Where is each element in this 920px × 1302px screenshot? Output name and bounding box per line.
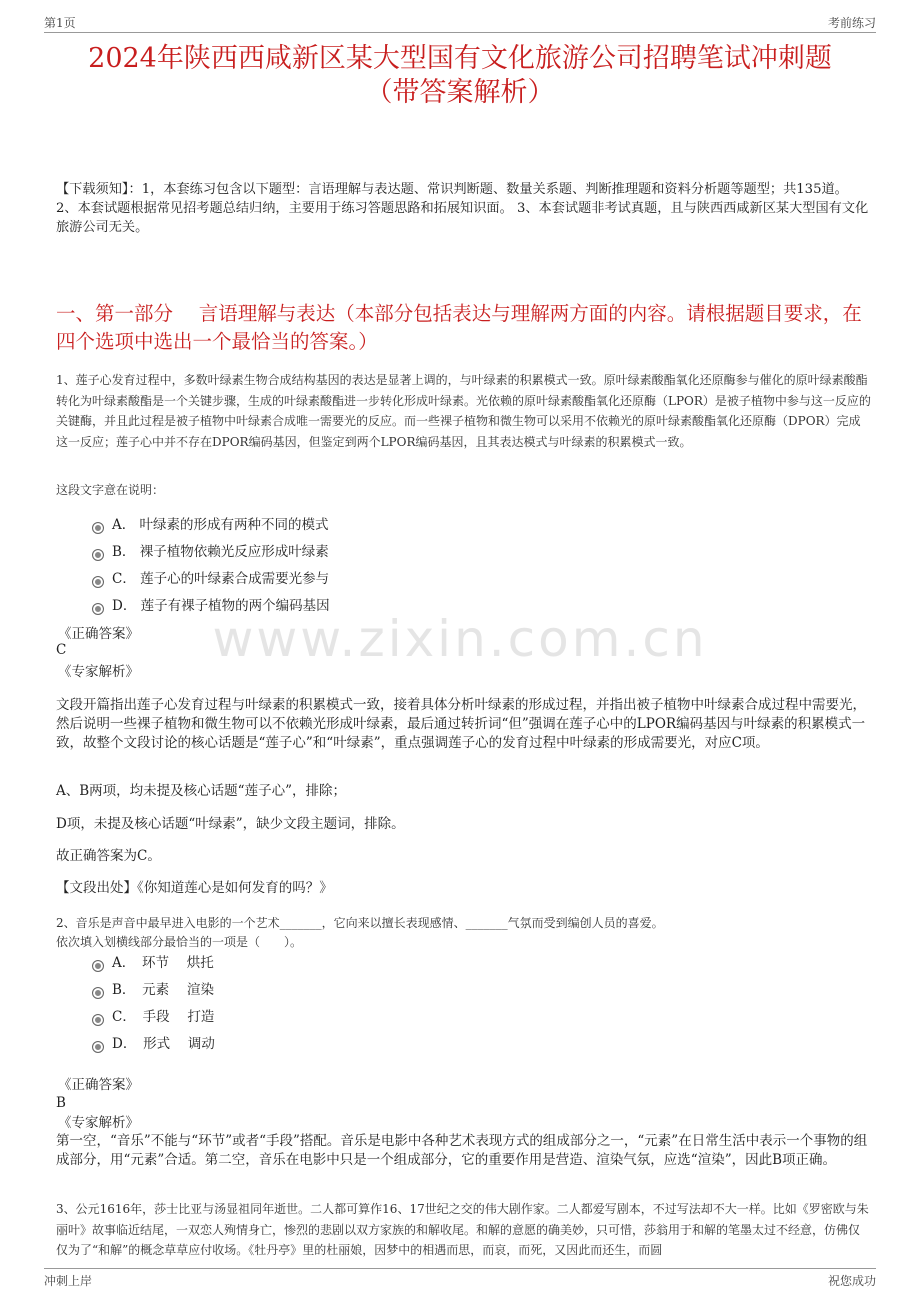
analysis-text-3: D项，未提及核心话题“叶绿素”，缺少文段主题词，排除。 — [56, 816, 405, 832]
analysis-label: 《专家解析》 — [58, 1115, 139, 1131]
question-1-stem: 1、莲子心发育过程中，多数叶绿素生物合成结构基因的表达是显著上调的，与叶绿素的积累模式一致。原叶绿素酸酯氧化还原酶参与催化的原叶绿素酸酯转化为叶绿素酸酯是一个关键步骤，生成的叶绿素酸酯进一步转化形成叶绿素。光依赖的原叶绿素酸酯氧化还原酶（LPOR）是被子植物中参与这一反应的关键酶，并且此过程是被子植物中叶绿素合成唯一需要光的反应。而一些裸子植物和微生物可以采用不依赖光的原叶绿素酸酯氧化还原酶（DPOR）完成这一反应；莲子心中并不存在DPOR编码基因，但鉴定到两个LPOR编码基因，且其表达模式与叶绿素的积累模式一致。 — [56, 373, 871, 449]
option-c[interactable]: C． 莲子心的叶绿素合成需要光参与 — [92, 566, 330, 593]
option-a[interactable]: A． 环节 烘托 — [92, 950, 215, 977]
question-2-stem: 2、音乐是声音中最早进入电影的一个艺术_______，它向来以擅长表现感情、_______气氛而受到编创人员的喜爱。 — [56, 916, 664, 930]
question-3-stem: 3、公元1616年，莎士比亚与汤显祖同年逝世。二人都可算作16、17世纪之交的伟大剧作家。二人都爱写剧本，不过写法却不大一样。比如《罗密欧与朱丽叶》故事临近结尾，一双恋人殉情身亡，惨烈的悲剧以双方家族的和解收尾。和解的意愿的确美妙，只可惜，莎翁用于和解的笔墨太过不经意，仿佛仅仅为了“和解”的概念草草应付收场。《牡丹亭》里的杜丽娘，因梦中的相遇而思，而哀，而死，又因此而还生，而圆 — [56, 1202, 869, 1257]
radio-icon[interactable] — [92, 603, 104, 615]
section-heading: 一、第一部分 言语理解与表达（本部分包括表达与理解两方面的内容。请根据题目要求，在四个选项中选出一个最恰当的答案。） — [56, 302, 862, 353]
question-1-options — [92, 512, 330, 620]
radio-icon[interactable] — [92, 576, 104, 588]
analysis-text: 文段开篇指出莲子心发育过程与叶绿素的积累模式一致，接着具体分析叶绿素的形成过程，并指出被子植物中叶绿素合成过程中需要光，然后说明一些裸子植物和微生物可以不依赖光形成叶绿素，最后通过转折词“但”强调在莲子心中的LPOR编码基因与叶绿素的积累模式一致，故整个文段讨论的核心话题是“莲子心”和“叶绿素”，重点强调莲子心的发育过程中叶绿素的形成需要光，对应C项。 — [56, 697, 866, 751]
option-d[interactable]: D． 形式 调动 — [92, 1031, 215, 1058]
page-header — [44, 12, 876, 33]
radio-icon[interactable] — [92, 549, 104, 561]
analysis-label: 《专家解析》 — [58, 664, 139, 680]
option-c[interactable]: C． 手段 打造 — [92, 1004, 215, 1031]
option-a[interactable]: A． 叶绿素的形成有两种不同的模式 — [92, 512, 330, 539]
page-footer — [44, 1268, 876, 1292]
title-line-1: 2024年陕西西咸新区某大型国有文化旅游公司招聘笔试冲刺题 — [88, 43, 832, 74]
analysis-text: 第一空，“音乐”不能与“环节”或者“手段”搭配。音乐是电影中各种艺术表现方式的组成部分之一，“元素”在日常生活中表示一个事物的组成部分，用“元素”合适。第二空，音乐在电影中只是一个组成部分，它的重要作用是营造、渲染气氛，应选“渲染”，因此B项正确。 — [56, 1133, 868, 1168]
answer-value: C — [56, 642, 67, 658]
radio-icon[interactable] — [92, 1041, 104, 1053]
title-line-2: （带答案解析） — [365, 77, 555, 108]
radio-icon[interactable] — [92, 1014, 104, 1026]
header-tag: 考前练习 — [827, 16, 876, 30]
analysis-text-4: 故正确答案为C。 — [56, 848, 161, 864]
document-title — [40, 42, 880, 110]
source-note: 【文段出处】《你知道莲心是如何发育的吗？》 — [56, 880, 333, 896]
download-notice: 【下载须知】：1，本套练习包含以下题型：言语理解与表达题、常识判断题、数量关系题、判断推理题和资料分析题等题型；共135道。 2、本套试题根据常见招考题总结归纳，主要用于练习答题思路和拓展知识面。 3、本套试题非考试真题，且与陕西西咸新区某大型国有文化旅游公司无关。 — [56, 182, 869, 235]
radio-icon[interactable] — [92, 960, 104, 972]
option-b[interactable]: B． 元素 渲染 — [92, 977, 215, 1004]
answer-label: 《正确答案》 — [58, 1077, 139, 1093]
question-2-options — [92, 950, 215, 1058]
option-b[interactable]: B． 裸子植物依赖光反应形成叶绿素 — [92, 539, 330, 566]
page-number: 第1页 — [44, 16, 76, 30]
question-2-prompt: 依次填入划横线部分最恰当的一项是（ ）。 — [56, 935, 303, 949]
watermark: www.zixin.com.cn — [212, 610, 708, 668]
answer-value: B — [56, 1095, 66, 1111]
analysis-text-2: A、B两项，均未提及核心话题“莲子心”，排除； — [56, 783, 346, 799]
footer-left: 冲刺上岸 — [44, 1274, 93, 1288]
footer-right: 祝您成功 — [827, 1274, 876, 1288]
option-d[interactable]: D． 莲子有裸子植物的两个编码基因 — [92, 593, 330, 620]
answer-label: 《正确答案》 — [58, 626, 139, 642]
radio-icon[interactable] — [92, 987, 104, 999]
radio-icon[interactable] — [92, 522, 104, 534]
question-1-prompt: 这段文字意在说明： — [56, 483, 165, 497]
